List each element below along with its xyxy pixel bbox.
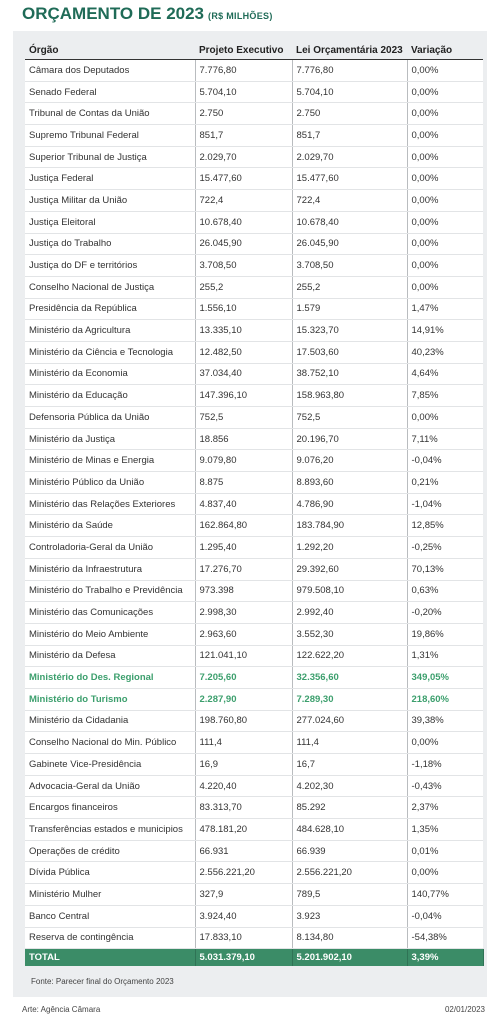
table-row xyxy=(25,927,483,949)
cell-variacao: 7,85% xyxy=(407,385,483,407)
cell-variacao: 4,64% xyxy=(407,363,483,385)
cell-projeto: 2.998,30 xyxy=(195,602,292,624)
cell-orgao: Justiça Militar da União xyxy=(25,190,195,212)
cell-orgao: Justiça do Trabalho xyxy=(25,233,195,255)
cell-orgao: Justiça Eleitoral xyxy=(25,211,195,233)
cell-lei: 183.784,90 xyxy=(292,515,407,537)
table-row xyxy=(25,168,483,190)
table-row xyxy=(25,667,483,689)
cell-lei: 9.076,20 xyxy=(292,450,407,472)
table-row xyxy=(25,905,483,927)
cell-orgao: Câmara dos Deputados xyxy=(25,60,195,82)
cell-projeto: 121.041,10 xyxy=(195,645,292,667)
table-row xyxy=(25,125,483,147)
cell-orgao: Ministério das Comunicações xyxy=(25,602,195,624)
cell-variacao: 70,13% xyxy=(407,558,483,580)
table-row xyxy=(25,407,483,429)
cell-orgao: Ministério da Economia xyxy=(25,363,195,385)
table-panel xyxy=(13,31,487,997)
cell-variacao: 1,31% xyxy=(407,645,483,667)
table-row xyxy=(25,819,483,841)
table-row xyxy=(25,385,483,407)
cell-orgao: Superior Tribunal de Justiça xyxy=(25,146,195,168)
cell-lei: 277.024,60 xyxy=(292,710,407,732)
cell-lei: 1.579 xyxy=(292,298,407,320)
cell-variacao: -1,04% xyxy=(407,493,483,515)
total-projeto: 5.031.379,10 xyxy=(195,949,292,967)
cell-lei: 29.392,60 xyxy=(292,558,407,580)
cell-orgao: Gabinete Vice-Presidência xyxy=(25,754,195,776)
cell-lei: 122.622,20 xyxy=(292,645,407,667)
cell-projeto: 7.776,80 xyxy=(195,60,292,82)
table-row xyxy=(25,840,483,862)
cell-lei: 789,5 xyxy=(292,884,407,906)
table-row xyxy=(25,884,483,906)
cell-lei: 979.508,10 xyxy=(292,580,407,602)
table-row xyxy=(25,862,483,884)
cell-variacao: 0,21% xyxy=(407,472,483,494)
cell-projeto: 5.704,10 xyxy=(195,81,292,103)
cell-projeto: 66.931 xyxy=(195,840,292,862)
total-row xyxy=(25,949,483,967)
cell-projeto: 327,9 xyxy=(195,884,292,906)
cell-variacao: 14,91% xyxy=(407,320,483,342)
cell-projeto: 722,4 xyxy=(195,190,292,212)
cell-projeto: 851,7 xyxy=(195,125,292,147)
cell-variacao: -0,43% xyxy=(407,775,483,797)
table-row xyxy=(25,754,483,776)
cell-variacao: 0,00% xyxy=(407,146,483,168)
title-unit: (R$ MILHÕES) xyxy=(208,11,273,21)
cell-orgao: Controladoria-Geral da União xyxy=(25,537,195,559)
page-title xyxy=(22,4,273,24)
total-label: TOTAL xyxy=(25,949,195,967)
cell-lei: 158.963,80 xyxy=(292,385,407,407)
cell-variacao: 0,63% xyxy=(407,580,483,602)
table-row xyxy=(25,775,483,797)
cell-orgao: Tribunal de Contas da União xyxy=(25,103,195,125)
cell-lei: 26.045,90 xyxy=(292,233,407,255)
cell-variacao: -0,25% xyxy=(407,537,483,559)
cell-variacao: 40,23% xyxy=(407,341,483,363)
cell-orgao: Presidência da República xyxy=(25,298,195,320)
cell-projeto: 147.396,10 xyxy=(195,385,292,407)
cell-orgao: Operações de crédito xyxy=(25,840,195,862)
date-note: 02/01/2023 xyxy=(444,1005,485,1014)
cell-projeto: 111,4 xyxy=(195,732,292,754)
cell-orgao: Ministério do Meio Ambiente xyxy=(25,623,195,645)
cell-projeto: 12.482,50 xyxy=(195,341,292,363)
cell-lei: 7.776,80 xyxy=(292,60,407,82)
cell-projeto: 3.924,40 xyxy=(195,905,292,927)
table-row xyxy=(25,710,483,732)
table-row xyxy=(25,537,483,559)
total-lei: 5.201.902,10 xyxy=(292,949,407,967)
cell-variacao: 140,77% xyxy=(407,884,483,906)
cell-lei: 3.552,30 xyxy=(292,623,407,645)
column-header-orgao: Órgão xyxy=(25,41,195,60)
source-note: Fonte: Parecer final do Orçamento 2023 xyxy=(31,977,174,986)
cell-variacao: 0,00% xyxy=(407,125,483,147)
cell-variacao: -0,04% xyxy=(407,905,483,927)
cell-variacao: -1,18% xyxy=(407,754,483,776)
table-row xyxy=(25,623,483,645)
cell-variacao: 39,38% xyxy=(407,710,483,732)
cell-projeto: 2.963,60 xyxy=(195,623,292,645)
cell-lei: 32.356,60 xyxy=(292,667,407,689)
cell-variacao: 349,05% xyxy=(407,667,483,689)
column-header-projeto: Projeto Executivo xyxy=(195,41,292,60)
cell-variacao: 0,00% xyxy=(407,255,483,277)
cell-lei: 2.556.221,20 xyxy=(292,862,407,884)
cell-orgao: Dívida Pública xyxy=(25,862,195,884)
cell-orgao: Transferências estados e municipios xyxy=(25,819,195,841)
cell-variacao: 0,00% xyxy=(407,81,483,103)
cell-variacao: 7,11% xyxy=(407,428,483,450)
cell-variacao: 218,60% xyxy=(407,688,483,710)
cell-projeto: 26.045,90 xyxy=(195,233,292,255)
cell-projeto: 83.313,70 xyxy=(195,797,292,819)
cell-orgao: Ministério de Minas e Energia xyxy=(25,450,195,472)
table-row xyxy=(25,276,483,298)
total-variacao: 3,39% xyxy=(407,949,483,967)
cell-lei: 4.786,90 xyxy=(292,493,407,515)
cell-variacao: 0,00% xyxy=(407,276,483,298)
cell-lei: 15.323,70 xyxy=(292,320,407,342)
table-row xyxy=(25,797,483,819)
table-header-row xyxy=(25,41,483,60)
cell-projeto: 198.760,80 xyxy=(195,710,292,732)
cell-projeto: 10.678,40 xyxy=(195,211,292,233)
cell-lei: 4.202,30 xyxy=(292,775,407,797)
title-text: ORÇAMENTO DE 2023 xyxy=(22,4,205,23)
cell-lei: 2.029,70 xyxy=(292,146,407,168)
cell-variacao: 0,00% xyxy=(407,233,483,255)
cell-projeto: 8.875 xyxy=(195,472,292,494)
budget-table xyxy=(25,41,484,966)
cell-variacao: 1,47% xyxy=(407,298,483,320)
cell-projeto: 162.864,80 xyxy=(195,515,292,537)
cell-variacao: 0,01% xyxy=(407,840,483,862)
cell-lei: 2.992,40 xyxy=(292,602,407,624)
cell-variacao: -0,20% xyxy=(407,602,483,624)
credit-note: Arte: Agência Câmara xyxy=(22,1005,101,1014)
table-row xyxy=(25,580,483,602)
table-row xyxy=(25,233,483,255)
cell-lei: 66.939 xyxy=(292,840,407,862)
cell-variacao: 0,00% xyxy=(407,190,483,212)
cell-projeto: 7.205,60 xyxy=(195,667,292,689)
cell-projeto: 1.556,10 xyxy=(195,298,292,320)
cell-lei: 1.292,20 xyxy=(292,537,407,559)
cell-projeto: 478.181,20 xyxy=(195,819,292,841)
cell-orgao: Ministério da Justiça xyxy=(25,428,195,450)
table-row xyxy=(25,688,483,710)
cell-projeto: 16,9 xyxy=(195,754,292,776)
table-row xyxy=(25,472,483,494)
cell-projeto: 18.856 xyxy=(195,428,292,450)
cell-orgao: Defensoria Pública da União xyxy=(25,407,195,429)
cell-lei: 15.477,60 xyxy=(292,168,407,190)
cell-orgao: Advocacia-Geral da União xyxy=(25,775,195,797)
cell-variacao: 0,00% xyxy=(407,732,483,754)
cell-projeto: 9.079,80 xyxy=(195,450,292,472)
cell-orgao: Supremo Tribunal Federal xyxy=(25,125,195,147)
cell-lei: 111,4 xyxy=(292,732,407,754)
cell-lei: 7.289,30 xyxy=(292,688,407,710)
cell-orgao: Justiça do DF e territórios xyxy=(25,255,195,277)
cell-orgao: Conselho Nacional de Justiça xyxy=(25,276,195,298)
cell-lei: 3.923 xyxy=(292,905,407,927)
cell-orgao: Senado Federal xyxy=(25,81,195,103)
cell-projeto: 973.398 xyxy=(195,580,292,602)
cell-orgao: Ministério da Cidadania xyxy=(25,710,195,732)
cell-projeto: 1.295,40 xyxy=(195,537,292,559)
cell-variacao: 0,00% xyxy=(407,168,483,190)
cell-lei: 484.628,10 xyxy=(292,819,407,841)
table-row xyxy=(25,450,483,472)
cell-lei: 10.678,40 xyxy=(292,211,407,233)
cell-projeto: 2.287,90 xyxy=(195,688,292,710)
cell-lei: 20.196,70 xyxy=(292,428,407,450)
cell-orgao: Ministério do Turismo xyxy=(25,688,195,710)
cell-variacao: 0,00% xyxy=(407,103,483,125)
cell-lei: 722,4 xyxy=(292,190,407,212)
cell-variacao: 0,00% xyxy=(407,211,483,233)
table-row xyxy=(25,320,483,342)
cell-projeto: 17.276,70 xyxy=(195,558,292,580)
cell-projeto: 752,5 xyxy=(195,407,292,429)
cell-orgao: Conselho Nacional do Min. Público xyxy=(25,732,195,754)
cell-orgao: Ministério da Saúde xyxy=(25,515,195,537)
table-row xyxy=(25,146,483,168)
cell-orgao: Ministério do Trabalho e Previdência xyxy=(25,580,195,602)
cell-orgao: Ministério das Relações Exteriores xyxy=(25,493,195,515)
cell-projeto: 255,2 xyxy=(195,276,292,298)
cell-orgao: Ministério do Des. Regional xyxy=(25,667,195,689)
table-row xyxy=(25,428,483,450)
cell-lei: 8.893,60 xyxy=(292,472,407,494)
table-row xyxy=(25,493,483,515)
table-row xyxy=(25,255,483,277)
cell-variacao: 2,37% xyxy=(407,797,483,819)
cell-variacao: 19,86% xyxy=(407,623,483,645)
cell-variacao: 0,00% xyxy=(407,60,483,82)
column-header-variacao: Variação xyxy=(407,41,483,60)
column-header-lei: Lei Orçamentária 2023 xyxy=(292,41,407,60)
cell-orgao: Ministério Público da União xyxy=(25,472,195,494)
table-body xyxy=(25,60,483,949)
table-row xyxy=(25,558,483,580)
cell-orgao: Ministério da Infraestrutura xyxy=(25,558,195,580)
cell-lei: 255,2 xyxy=(292,276,407,298)
cell-projeto: 4.220,40 xyxy=(195,775,292,797)
cell-projeto: 37.034,40 xyxy=(195,363,292,385)
cell-projeto: 2.029,70 xyxy=(195,146,292,168)
cell-variacao: -54,38% xyxy=(407,927,483,949)
cell-orgao: Encargos financeiros xyxy=(25,797,195,819)
cell-lei: 3.708,50 xyxy=(292,255,407,277)
cell-projeto: 17.833,10 xyxy=(195,927,292,949)
cell-lei: 8.134,80 xyxy=(292,927,407,949)
cell-lei: 752,5 xyxy=(292,407,407,429)
table-row xyxy=(25,103,483,125)
cell-orgao: Ministério da Defesa xyxy=(25,645,195,667)
table-row xyxy=(25,732,483,754)
table-row xyxy=(25,341,483,363)
table-row xyxy=(25,515,483,537)
cell-variacao: 0,00% xyxy=(407,407,483,429)
cell-orgao: Banco Central xyxy=(25,905,195,927)
cell-projeto: 3.708,50 xyxy=(195,255,292,277)
table-row xyxy=(25,190,483,212)
cell-lei: 5.704,10 xyxy=(292,81,407,103)
cell-lei: 85.292 xyxy=(292,797,407,819)
table-row xyxy=(25,645,483,667)
cell-projeto: 4.837,40 xyxy=(195,493,292,515)
cell-variacao: 12,85% xyxy=(407,515,483,537)
cell-projeto: 2.556.221,20 xyxy=(195,862,292,884)
table-row xyxy=(25,60,483,82)
cell-lei: 38.752,10 xyxy=(292,363,407,385)
table-row xyxy=(25,602,483,624)
cell-lei: 2.750 xyxy=(292,103,407,125)
cell-lei: 851,7 xyxy=(292,125,407,147)
cell-lei: 17.503,60 xyxy=(292,341,407,363)
cell-projeto: 2.750 xyxy=(195,103,292,125)
table-row xyxy=(25,298,483,320)
cell-orgao: Reserva de contingência xyxy=(25,927,195,949)
cell-lei: 16,7 xyxy=(292,754,407,776)
cell-variacao: 0,00% xyxy=(407,862,483,884)
cell-variacao: -0,04% xyxy=(407,450,483,472)
cell-orgao: Ministério Mulher xyxy=(25,884,195,906)
table-row xyxy=(25,363,483,385)
table-row xyxy=(25,211,483,233)
table-row xyxy=(25,81,483,103)
cell-orgao: Ministério da Educação xyxy=(25,385,195,407)
cell-projeto: 15.477,60 xyxy=(195,168,292,190)
cell-orgao: Justiça Federal xyxy=(25,168,195,190)
cell-orgao: Ministério da Agricultura xyxy=(25,320,195,342)
cell-projeto: 13.335,10 xyxy=(195,320,292,342)
cell-orgao: Ministério da Ciência e Tecnologia xyxy=(25,341,195,363)
cell-variacao: 1,35% xyxy=(407,819,483,841)
